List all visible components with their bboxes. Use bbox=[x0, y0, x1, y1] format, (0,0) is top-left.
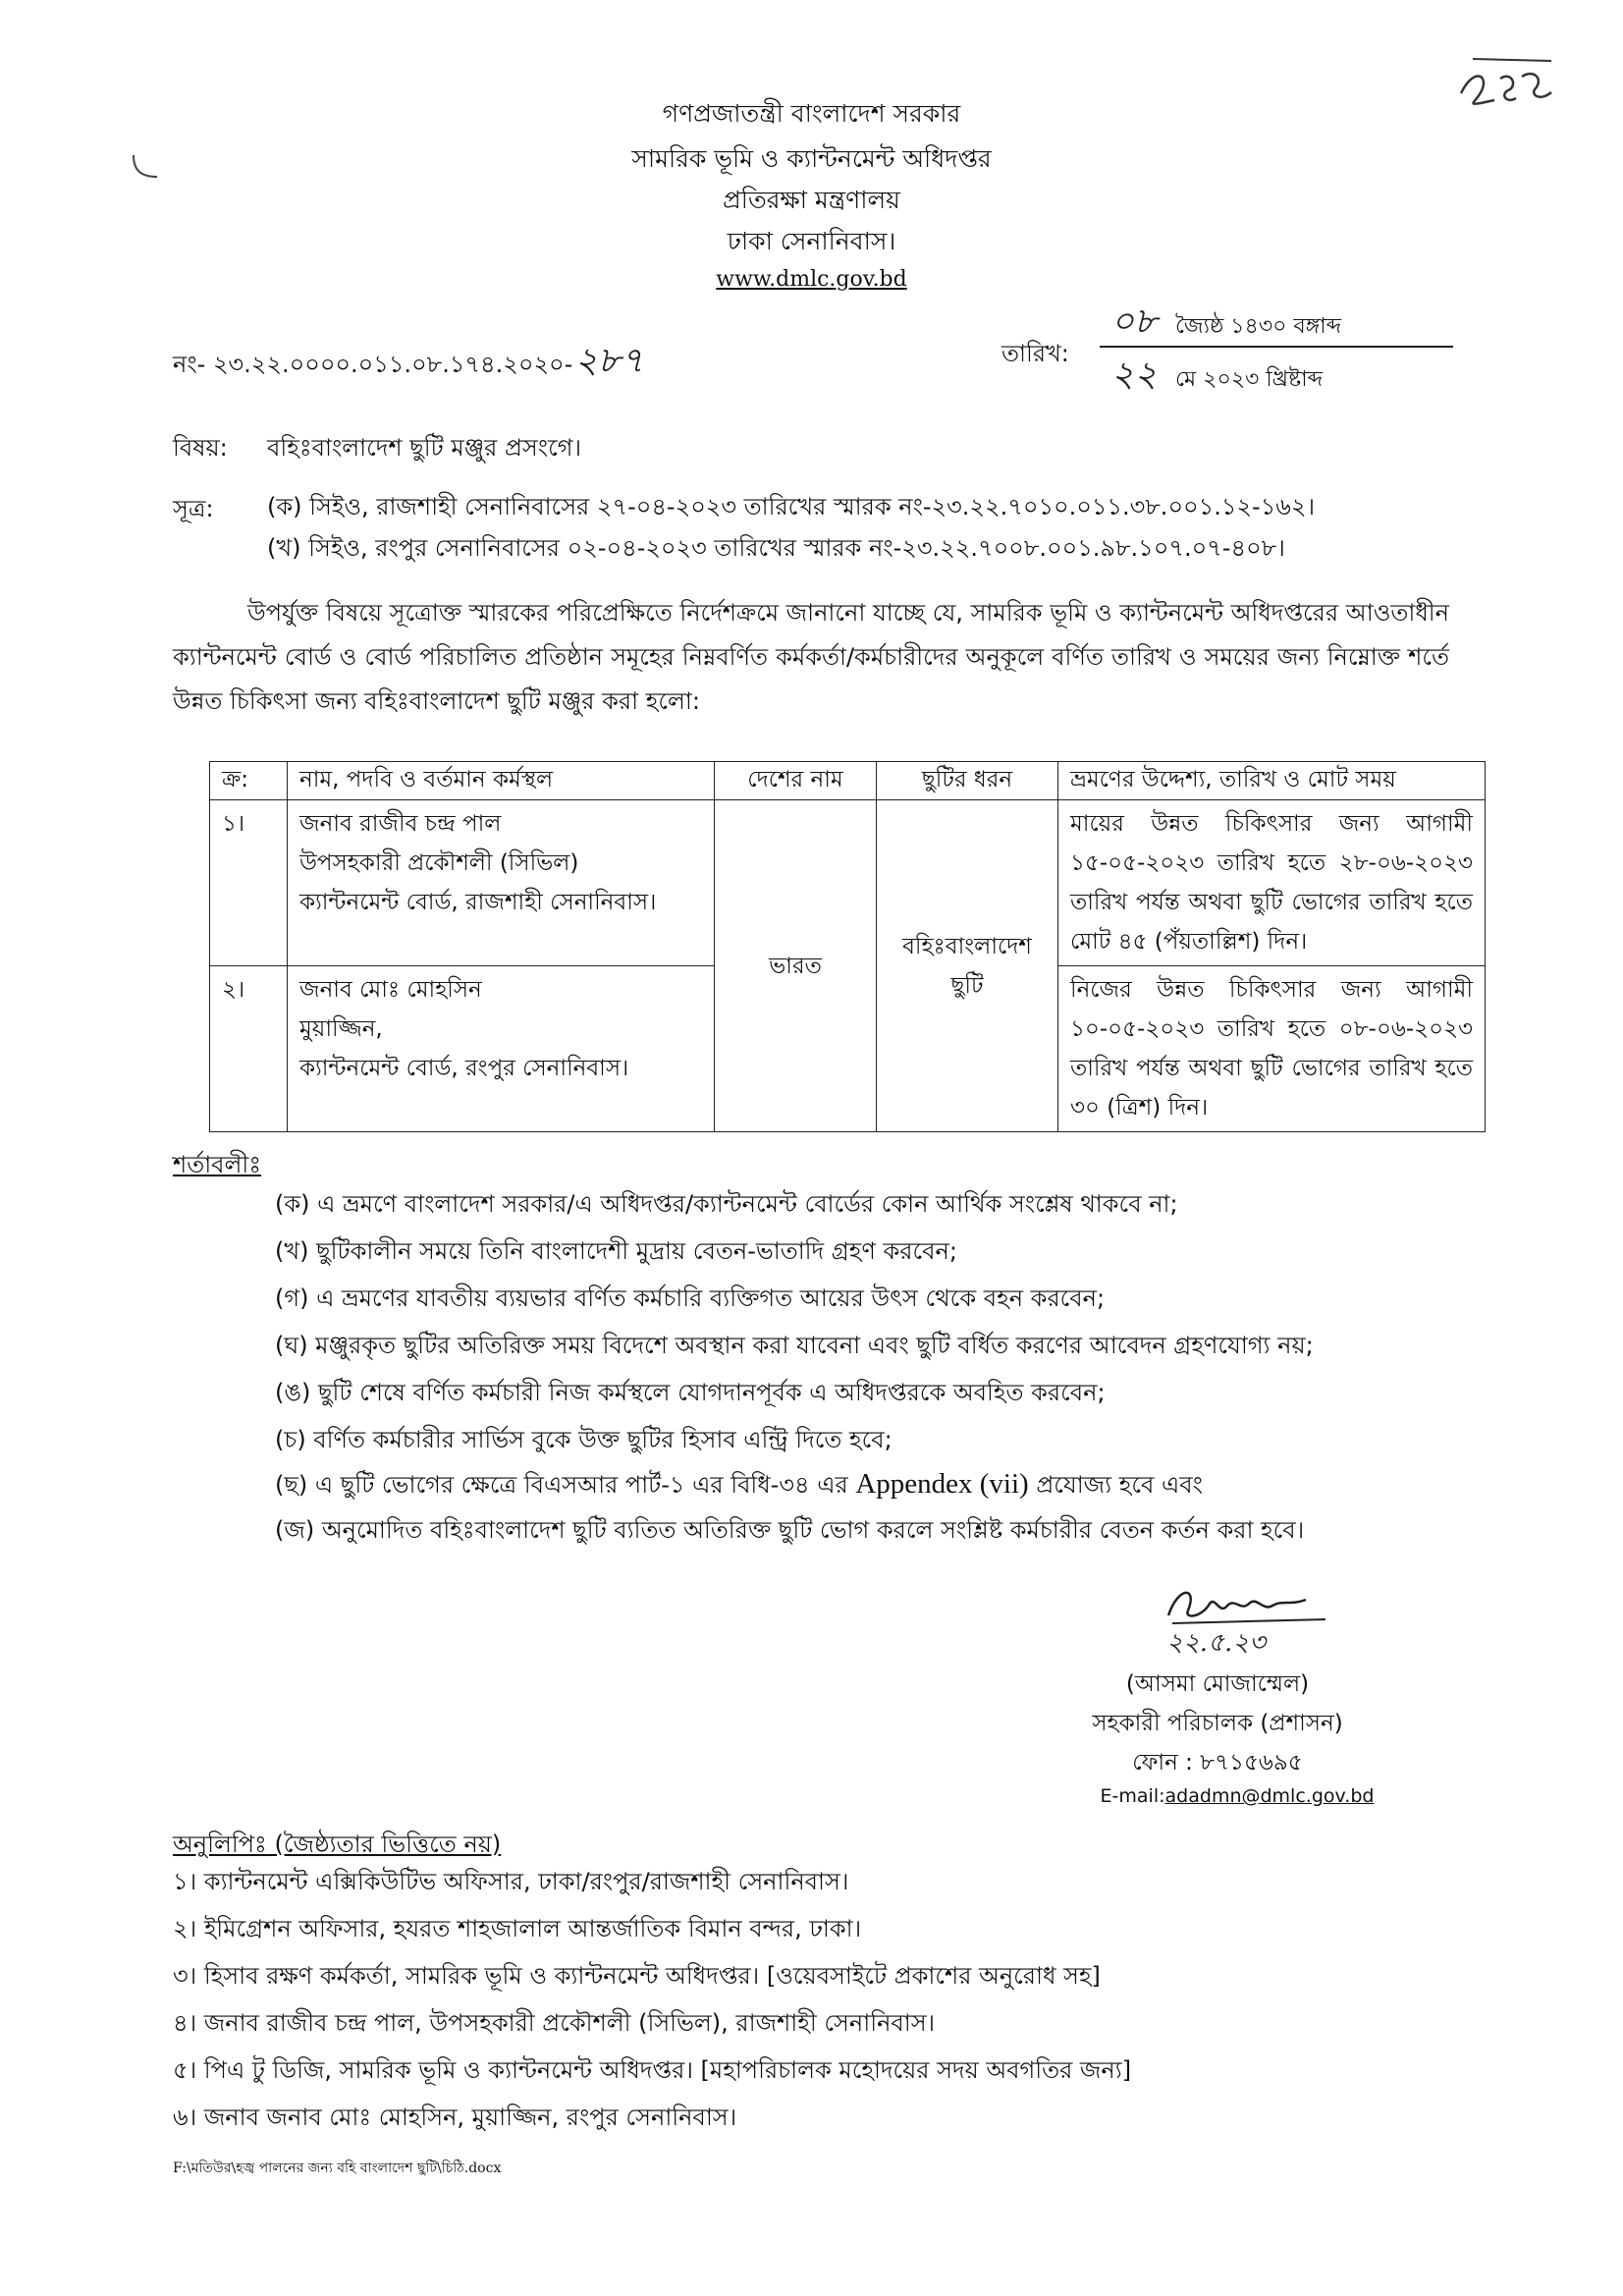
leave-type-cell: বহিঃবাংলাদেশ ছুটি bbox=[877, 800, 1058, 1132]
copy-item: ৬। জনাব জনাব মোঃ মোহসিন, মুয়াজ্জিন, রংপুর সেনানিবাস। bbox=[173, 2104, 737, 2131]
signatory-designation: সহকারী পরিচালক (প্রশাসন) bbox=[1092, 1711, 1343, 1736]
signature-date: ২২.৫.২৩ bbox=[1166, 1628, 1267, 1658]
appendex-ref: Appendex (vii) bbox=[855, 1468, 1029, 1500]
website-link[interactable]: www.dmlc.gov.bd bbox=[716, 267, 907, 292]
date-block bbox=[1100, 295, 1453, 399]
table-row bbox=[210, 800, 1486, 966]
signatory-email: E-mail:adadmn@dmlc.gov.bd bbox=[1100, 1785, 1375, 1807]
row-serial: ১। bbox=[210, 800, 288, 966]
memo-number: নং- ২৩.২২.০০০০.০১১.০৮.১৭৪.২০২০-২৮৭ bbox=[173, 341, 644, 381]
term-item: (গ) এ ভ্রমণের যাবতীয় ব্যয়ভার বর্ণিত কর্মচারি ব্যক্তিগত আয়ের উৎস থেকে বহন করবেন; bbox=[275, 1285, 1106, 1312]
term-item: (ঙ) ছুটি শেষে বর্ণিত কর্মচারী নিজ কর্মস্থলে যোগদানপূর্বক এ অধিদপ্তরকে অবহিত করবেন; bbox=[275, 1379, 1106, 1406]
department-title: সামরিক ভূমি ও ক্যান্টনমেন্ট অধিদপ্তর bbox=[631, 144, 992, 173]
memo-handwritten-number: ২৮৭ bbox=[574, 341, 644, 381]
row-name-cell: জনাব মোঃ মোহসিন মুয়াজ্জিন, ক্যান্টনমেন্ট বোর্ড, রংপুর সেনানিবাস। bbox=[288, 966, 715, 1132]
copy-item: ৪। জনাব রাজীব চন্দ্র পাল, উপসহকারী প্রকৌশলী (সিভিল), রাজশাহী সেনানিবাস। bbox=[173, 2009, 936, 2037]
row-serial: ২। bbox=[210, 966, 288, 1132]
leave-table bbox=[209, 761, 1486, 1132]
term-item: (চ) বর্ণিত কর্মচারীর সার্ভিস বুকে উক্ত ছুটির হিসাব এন্ট্রি দিতে হবে; bbox=[275, 1426, 893, 1453]
term-item: (খ) ছুটিকালীন সময়ে তিনি বাংলাদেশী মুদ্রায় বেতন-ভাতাদি গ্রহণ করবেন; bbox=[275, 1237, 957, 1265]
reference-item: (খ) সিইও, রংপুর সেনানিবাসের ০২-০৪-২০২৩ তারিখের স্মারক নং-২৩.২২.৭০০৮.০০১.৯৮.১০৭.০৭-৪০৮। bbox=[267, 534, 1285, 562]
term-item: (ছ) এ ছুটি ভোগের ক্ষেত্রে বিএসআর পার্ট-১ এর বিধি-৩৪ এর Appendex (vii) প্রযোজ্য হবে এবং bbox=[275, 1468, 1203, 1500]
file-path-footer: F:\মতিউর\হজ্ব পালনের জন্য বহি বাংলাদেশ ছুটি\চিঠি.docx bbox=[173, 2160, 502, 2176]
bangla-day-handwritten: ০৮ bbox=[1110, 301, 1158, 342]
body-paragraph: উপর্যুক্ত বিষয়ে সূত্রোক্ত স্মারকের পরিপ্রেক্ষিতে নির্দেশক্রমে জানানো যাচ্ছে যে, সামরিক ভূমি ও ক্যান্টনমেন্ট অধিদপ্তরের আওতাধীন ক্যান্টনমেন্ট বোর্ড ও বোর্ড পরিচালিত প্রতিষ্ঠান সমূহের নিম্নবর্ণিত কর্মকর্তা/কর্মচারীদের অনুকূলে বর্ণিত তারিখ ও সময়ের জন্য নিম্নোক্ত শর্তে উন্নত চিকিৎসা জন্য বহিঃবাংলাদেশ ছুটি মঞ্জুর করা হলো: bbox=[173, 599, 1449, 715]
copy-item: ১। ক্যান্টনমেন্ট এক্সিকিউটিভ অফিসার, ঢাকা/রংপুর/রাজশাহী সেনানিবাস। bbox=[173, 1868, 849, 1895]
english-date: ২২ মে ২০২৩ খ্রিষ্টাব্দ bbox=[1100, 348, 1453, 399]
reference-item: (ক) সিইও, রাজশাহী সেনানিবাসের ২৭-০৪-২০২৩ তারিখের স্মারক নং-২৩.২২.৭০১০.০১১.৩৮.০০১.১২-১৬২। bbox=[267, 493, 1316, 520]
table-header-cell: নাম, পদবি ও বর্তমান কর্মস্থল bbox=[288, 762, 715, 800]
table-header-cell: ভ্রমণের উদ্দেশ্য, তারিখ ও মোট সময় bbox=[1058, 762, 1486, 800]
govt-title: গণপ্রজাতন্ত্রী বাংলাদেশ সরকার bbox=[662, 99, 961, 128]
copy-item: ৫। পিএ টু ডিজি, সামরিক ভূমি ও ক্যান্টনমেন্ট অধিদপ্তর। [মহাপরিচালক মহোদয়ের সদয় অবগতির জন্য] bbox=[173, 2056, 1132, 2084]
term-item: (ঘ) মঞ্জুরকৃত ছুটির অতিরিক্ত সময় বিদেশে অবস্থান করা যাবেনা এবং ছুটি বর্ধিত করণের আবেদন গ্রহণযোগ্য নয়; bbox=[275, 1332, 1314, 1359]
signatory-name: (আসমা মোজাম্মেল) bbox=[1125, 1671, 1310, 1697]
office-location: ঢাকা সেনানিবাস। bbox=[727, 227, 896, 255]
ministry-title: প্রতিরক্ষা মন্ত্রণালয় bbox=[723, 186, 900, 214]
term-item: (জ) অনুমোদিত বহিঃবাংলাদেশ ছুটি ব্যতিত অতিরিক্ত ছুটি ভোগ করলে সংশ্লিষ্ট কর্মচারীর বেতন কর্তন করা হবে। bbox=[275, 1516, 1305, 1544]
english-day-handwritten: ২২ bbox=[1110, 355, 1158, 395]
country-cell: ভারত bbox=[715, 800, 877, 1132]
table-header-cell: ক্র: bbox=[210, 762, 288, 800]
copies-title: অনুলিপিঃ (জৈষ্ঠ্যতার ভিত্তিতে নয়) bbox=[173, 1831, 502, 1858]
table-header-cell: দেশের নাম bbox=[715, 762, 877, 800]
table-header-row bbox=[210, 762, 1486, 800]
terms-title: শর্তাবলীঃ bbox=[173, 1151, 262, 1178]
copy-item: ৩। হিসাব রক্ষণ কর্মকর্তা, সামরিক ভূমি ও ক্যান্টনমেন্ট অধিদপ্তর। [ওয়েবসাইটে প্রকাশের অনুরোধ সহ] bbox=[173, 1962, 1101, 1990]
date-label: তারিখ: bbox=[1001, 340, 1069, 367]
subject-label: বিষয়: bbox=[173, 434, 228, 462]
row-purpose-cell: মায়ের উন্নত চিকিৎসার জন্য আগামী ১৫-০৫-২০২৩ তারিখ হতে ২৮-০৬-২০২৩ তারিখ পর্যন্ত অথবা ছুটি ভোগের তারিখ হতে মোট ৪৫ (পঁয়তাল্লিশ) দিন। bbox=[1058, 800, 1486, 966]
table-header-cell: ছুটির ধরন bbox=[877, 762, 1058, 800]
term-item: (ক) এ ভ্রমণে বাংলাদেশ সরকার/এ অধিদপ্তর/ক্যান্টনমেন্ট বোর্ডের কোন আর্থিক সংশ্লেষ থাকবে না; bbox=[275, 1190, 1178, 1218]
row-name-cell: জনাব রাজীব চন্দ্র পাল উপসহকারী প্রকৌশলী (সিভিল) ক্যান্টনমেন্ট বোর্ড, রাজশাহী সেনানিবাস। bbox=[288, 800, 715, 966]
email-link[interactable]: adadmn@dmlc.gov.bd bbox=[1164, 1785, 1375, 1807]
row-purpose-cell: নিজের উন্নত চিকিৎসার জন্য আগামী ১০-০৫-২০২৩ তারিখ হতে ০৮-০৬-২০২৩ তারিখ পর্যন্ত অথবা ছুটি ভোগের তারিখ হতে ৩০ (ত্রিশ) দিন। bbox=[1058, 966, 1486, 1132]
subject-text: বহিঃবাংলাদেশ ছুটি মঞ্জুর প্রসংগে। bbox=[267, 434, 582, 462]
signatory-phone: ফোন : ৮৭১৫৬৯৫ bbox=[1132, 1750, 1303, 1776]
reference-label: সূত্র: bbox=[173, 495, 214, 522]
copy-item: ২। ইমিগ্রেশন অফিসার, হযরত শাহজালাল আন্তর্জাতিক বিমান বন্দর, ঢাকা। bbox=[173, 1915, 862, 1942]
bangla-date: ০৮ জ্যৈষ্ঠ ১৪৩০ বঙ্গাব্দ bbox=[1100, 295, 1453, 348]
